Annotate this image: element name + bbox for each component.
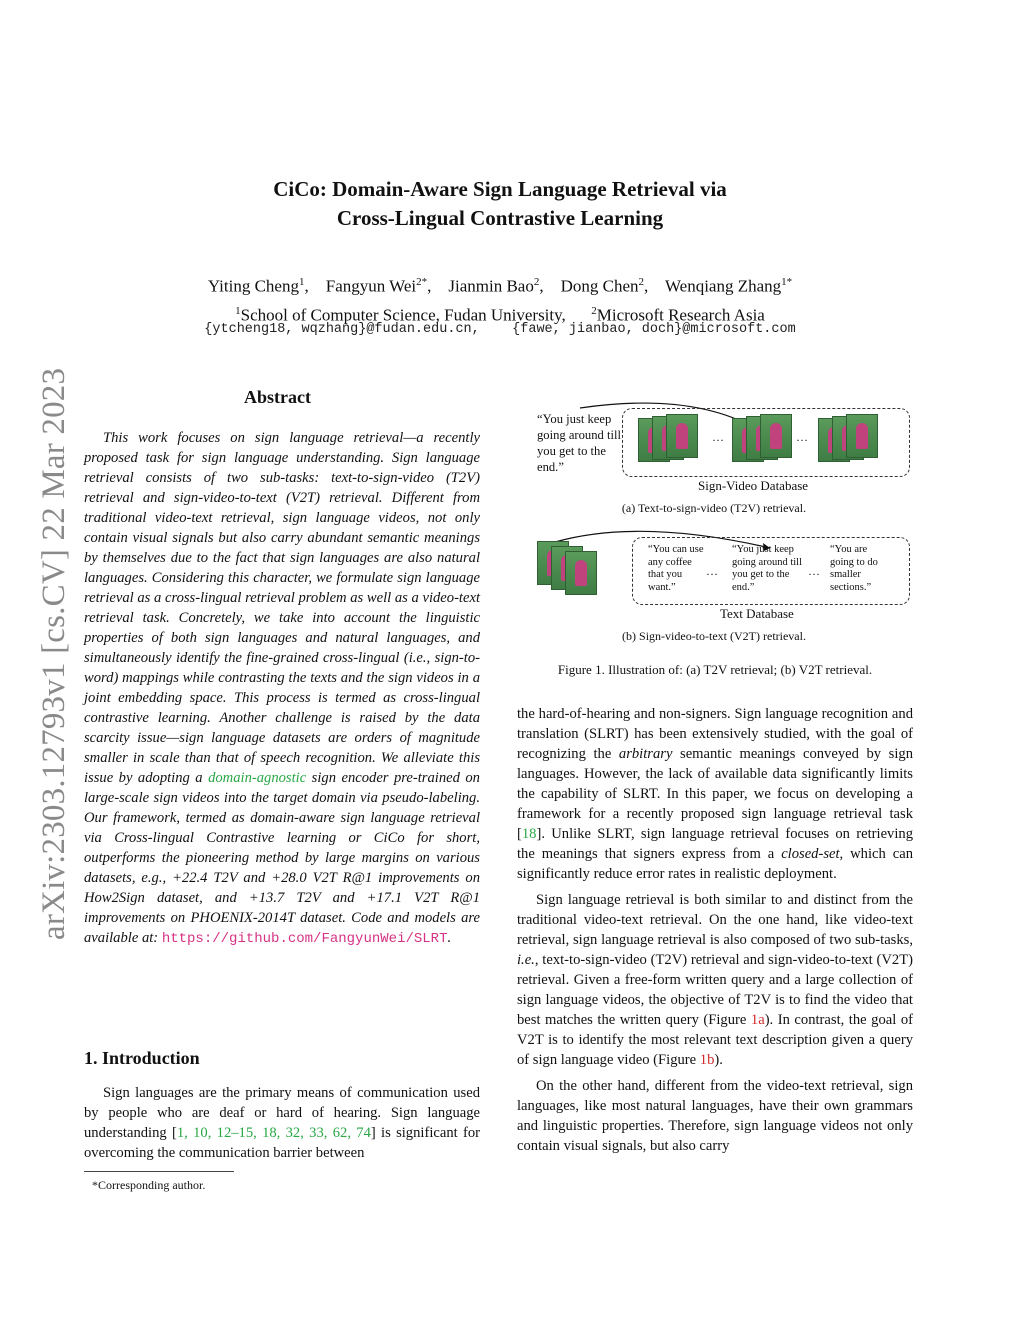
author-block: Yiting Cheng$^1$, Fangyun Wei$^{2*}$, Jianmin Bao$^2$, Dong Chen$^2$, Wenqiang Zhang$^{1*}$ $^1$School of Computer Science, Fudan University, $^2$Microsoft Research Asia [207, 276, 793, 325]
query-video-thumb [565, 551, 597, 595]
subfigure-b-label: (b) Sign-video-to-text (V2T) retrieval. [622, 629, 806, 643]
affiliation-2: Microsoft Research Asia [596, 305, 765, 325]
code-link[interactable]: https://github.com/FangyunWei/SLRT [161, 931, 448, 947]
sign-video-db-label: Sign-Video Database [698, 478, 809, 493]
title-line-2: Cross-Lingual Contrastive Learning [336, 206, 664, 230]
abstract-body: This work focuses on sign language retrieval—a recently proposed task for sign language understanding. Sign language retrieval consists of two sub-tasks: text-to-sign-video (T2V) retrieval and sign-video-to-text (V2T) retrieval. Different from traditional video-text retrieval, sign language videos, not only contain visual signals but also carry abundant semantic meanings by themselves due to the fact that sign languages are also natural languages. Considering this character, we formulate sign language retrieval as a cross-lingual retrieval problem as well as a video-text retrieval task. Concretely, we take into account the linguistic properties of both sign languages and natural languages, and simultaneously identify the fine-grained cross-lingual (i.e., sign-to-word) mappings while contrasting the texts and the sign videos in a joint embedding space. This process is termed as cross-lingual contrastive learning. Another challenge is raised by the data scarcity issue—sign language datasets are orders of magnitude smaller in scale than that of speech recognition. We alleviate this issue by adopting a domain-agnostic sign encoder pre-trained on large-scale sign videos into the target domain via pseudo-labeling. Our framework, termed as domain-aware sign language retrieval via Cross-lingual Contrastive learning or CiCo for short, outperforms the pioneering method by large margins on various datasets, e.g., +22.4 T2V and +28.0 V2T R@1 improvements on How2Sign dataset, and +13.7 T2V and +17.1 V2T R@1 improvements on PHOENIX-2014T dataset. Code and models are available at: https://github.com/FangyunWei/SLRT. [84, 430, 480, 947]
video-thumb-match [760, 414, 792, 458]
title-line-1: CiCo: Domain-Aware Sign Language Retrieval via [273, 177, 727, 201]
intro-heading: 1. Introduction [84, 1048, 200, 1068]
footnote-rule [84, 1171, 234, 1172]
t2v-query-text: “You just keep going around till you get to the end.” [537, 412, 621, 474]
video-thumb [846, 414, 878, 458]
abstract-heading: Abstract [244, 387, 311, 407]
fig-ref-1a[interactable]: 1a [750, 1012, 765, 1028]
subfigure-a-label: (a) Text-to-sign-video (T2V) retrieval. [621, 501, 807, 515]
arxiv-stamp: arXiv:2303.12793v1 [cs.CV] 22 Mar 2023 [36, 367, 72, 940]
text-candidate-2: “You just keep going around till you get to the end.” [732, 544, 802, 593]
paper-title [0, 175, 1000, 233]
citation-links[interactable]: 1, 10, 12–15, 18, 32, 33, 62, 74 [176, 1125, 371, 1141]
video-thumb [666, 414, 698, 458]
intro-body: Sign languages are the primary means of communication used by people who are deaf or hard of hearing. Sign language understanding [1, 10, 12–15, 18, 32, 33, 62, 74] is significant for overcoming the communication barrier between [84, 1085, 480, 1161]
footnote: *Corresponding author. [92, 1178, 206, 1192]
domain-agnostic-highlight: domain-agnostic [208, 770, 307, 786]
text-db-label: Text Database [720, 606, 794, 621]
figure-1: “You just keep going around till you get to the end.” … … Sign-Video Database (a) Text-to-sign-video (T2V) retrieval. “You can use any coffee that you want.” … “You just keep going around till you get to the end.” … “You are going to do smaller sections.” Text Database (b) Sign-video-to-text (V2T) retrieval. [520, 400, 920, 660]
fig-ref-1b[interactable]: 1b [699, 1052, 715, 1068]
right-column-body: the hard-of-hearing and non-signers. Sign language recognition and translation (SLRT) has been extensively studied, with the goal of recognizing the arbitrary semantic meanings conveyed by sign languages. However, the lack of available data significantly limits the capability of SLRT. In this paper, we focus on developing a framework for a recently proposed sign language retrieval task [18]. Unlike SLRT, sign language retrieval focuses on retrieving the meanings that signers express from a closed-set, which can significantly reduce error rates in realistic deployment. Sign language retrieval is both similar to and distinct from the traditional video-text retrieval. On the one hand, like video-text retrieval, sign language retrieval is also composed of two sub-tasks, i.e., text-to-sign-video (T2V) retrieval and sign-video-to-text (V2T) retrieval. Given a free-form written query and a large collection of sign language videos, the objective of T2V is to find the video that best matches the written query (Figure 1a). In contrast, the goal of V2T is to identify the most relevant text description given a query of sign language video (Figure 1b). On the other hand, different from the video-text retrieval, sign languages, like most natural languages, have their own grammars and linguistic properties. Therefore, sign language videos not only contain visual signals, but also carry [517, 706, 913, 1154]
affiliation-1: School of Computer Science, Fudan University, [240, 305, 566, 325]
figure-caption: Figure 1. Illustration of: (a) T2V retrieval; (b) V2T retrieval. [557, 662, 873, 677]
text-candidate-3: “You are going to do smaller sections.” [830, 544, 878, 593]
emails: {ytcheng18, wqzhang}@fudan.edu.cn, {fawe, jianbao, doch}@microsoft.com [204, 322, 796, 337]
text-candidate-1: “You can use any coffee that you want.” [648, 544, 704, 593]
citation-18[interactable]: 18 [521, 826, 537, 842]
